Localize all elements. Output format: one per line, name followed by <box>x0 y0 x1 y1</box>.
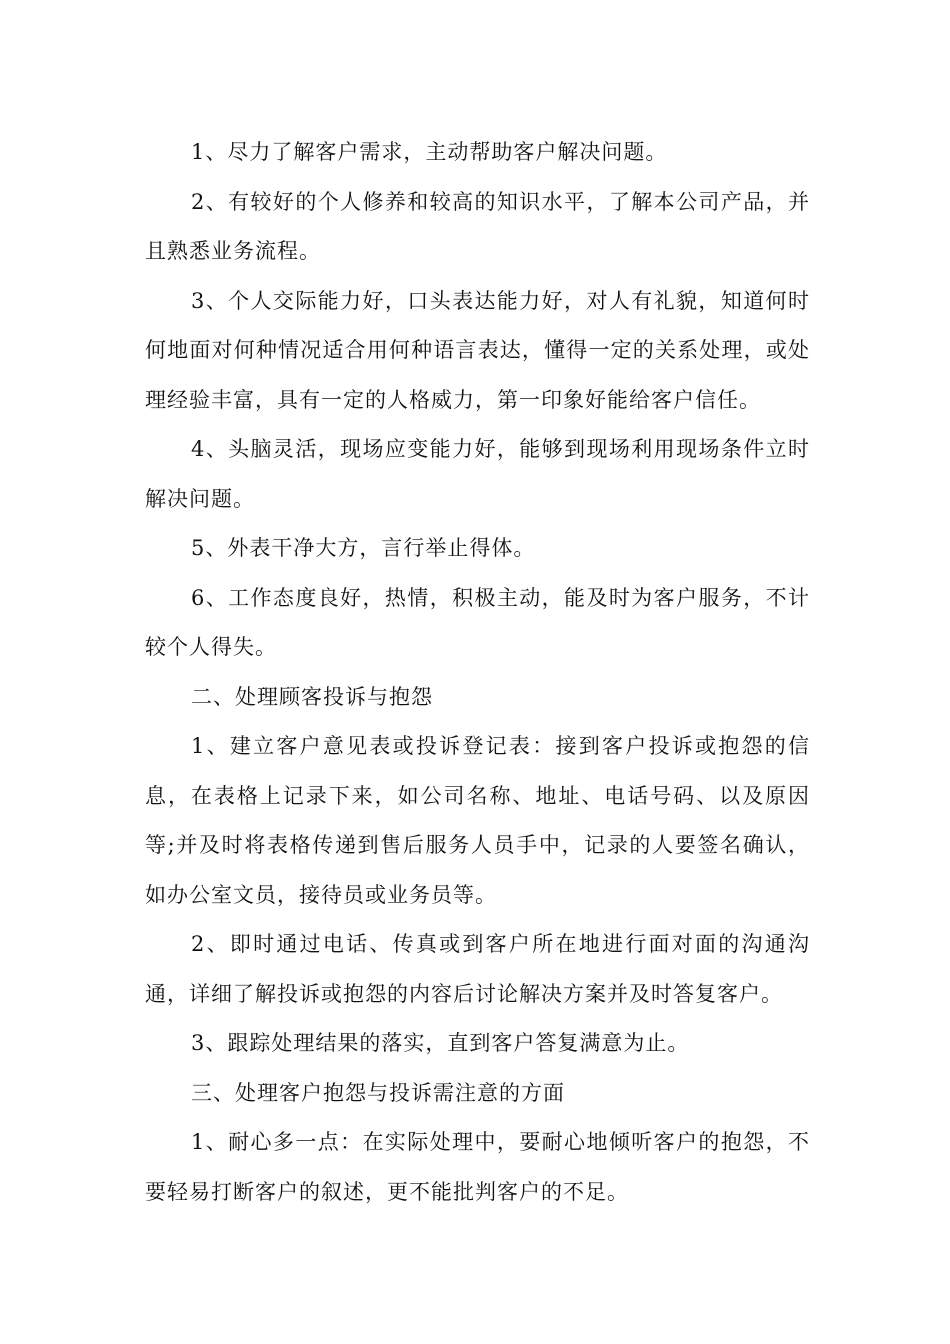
paragraph-complaint-step-2: 2、即时通过电话、传真或到客户所在地进行面对面的沟通沟通，详细了解投诉或抱怨的内容后讨论解决方案并及时答复客户。 <box>145 932 810 1006</box>
paragraph-requirement-5: 5、外表干净大方，言行举止得体。 <box>191 536 536 560</box>
paragraph-requirement-1: 1、尽力了解客户需求，主动帮助客户解决问题。 <box>191 140 668 164</box>
paragraph-complaint-step-1: 1、建立客户意见表或投诉登记表：接到客户投诉或抱怨的信息，在表格上记录下来，如公司名称、地址、电话号码、以及原因等;并及时将表格传递到售后服务人员手中，记录的人要签名确认，如办公室文员，接待员或业务员等。 <box>145 734 810 907</box>
paragraph-requirement-3: 3、个人交际能力好，口头表达能力好，对人有礼貌，知道何时何地面对何种情况适合用何种语言表达，懂得一定的关系处理，或处理经验丰富，具有一定的人格威力，第一印象好能给客户信任。 <box>145 288 810 412</box>
paragraph-complaint-step-3: 3、跟踪处理结果的落实，直到客户答复满意为止。 <box>191 1031 690 1055</box>
document-body <box>145 128 810 1217</box>
paragraph-requirement-2: 2、有较好的个人修养和较高的知识水平，了解本公司产品，并且熟悉业务流程。 <box>145 189 810 263</box>
paragraph-requirement-4: 4、头脑灵活，现场应变能力好，能够到现场利用现场条件立时解决问题。 <box>145 437 810 511</box>
section-heading-notes: 三、处理客户抱怨与投诉需注意的方面 <box>191 1080 565 1105</box>
section-heading-complaints: 二、处理顾客投诉与抱怨 <box>191 684 433 709</box>
paragraph-note-1: 1、耐心多一点：在实际处理中，要耐心地倾听客户的抱怨，不要轻易打断客户的叙述，更不能批判客户的不足。 <box>145 1130 810 1204</box>
paragraph-requirement-6: 6、工作态度良好，热情，积极主动，能及时为客户服务，不计较个人得失。 <box>145 585 810 659</box>
